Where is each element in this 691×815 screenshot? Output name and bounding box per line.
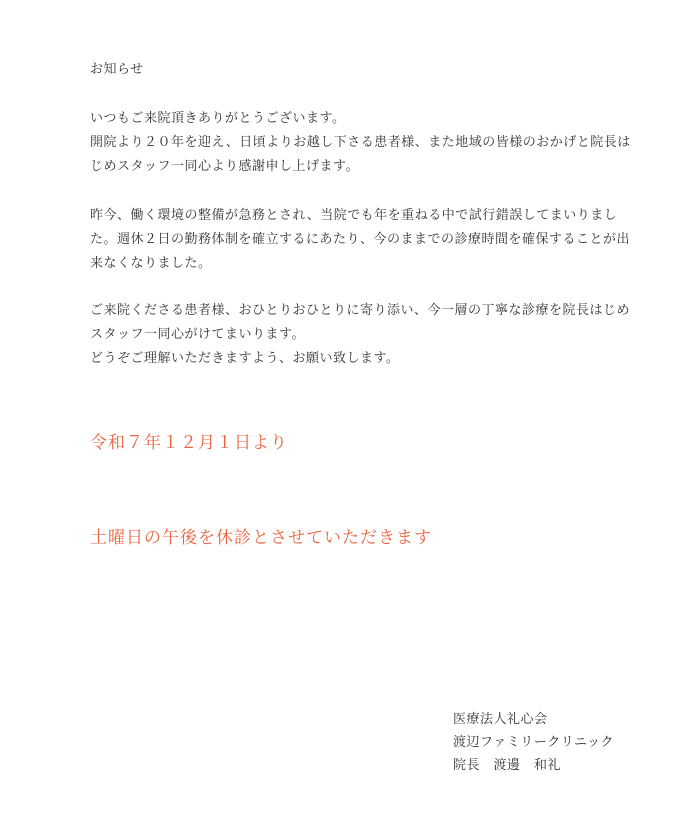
clinic-name: 渡辺ファミリークリニック	[453, 735, 614, 750]
closure-notice: 土曜日の午後を休診とさせていただきます	[90, 528, 432, 548]
closing-paragraph	[90, 299, 650, 371]
paragraph-line: 開院より２０年を迎え、日頃よりお越し下さる患者様、また地域の皆様のおかげと院長は	[90, 135, 631, 150]
paragraph-line: ご来院くださる患者様、おひとりおひとりに寄り添い、今一層の丁寧な診療を院長はじめ	[90, 303, 631, 318]
paragraph-line: スタッフ一同心がけてまいります。	[90, 327, 305, 342]
document-heading: お知らせ	[90, 62, 144, 77]
paragraph-line: た。週休２日の勤務体制を確立するにあたり、今のままでの診療時間を確保することが出	[90, 232, 631, 247]
paragraph-line: 来なくなりました。	[90, 256, 212, 271]
signature-block	[453, 708, 614, 777]
paragraph-line: いつもご来院頂きありがとうございます。	[90, 111, 346, 126]
reason-paragraph	[90, 204, 650, 276]
greeting-paragraph	[90, 107, 650, 179]
effective-date-notice: 令和７年１２月１日より	[90, 433, 288, 453]
organization-name: 医療法人礼心会	[453, 712, 548, 727]
paragraph-line: じめスタッフ一同心より感謝申し上げます。	[90, 159, 359, 174]
paragraph-line: どうぞご理解いただきますよう、お願い致します。	[90, 351, 400, 366]
paragraph-line: 昨今、働く環境の整備が急務とされ、当院でも年を重ねる中で試行錯誤してまいりまし	[90, 208, 618, 223]
director-name: 院長 渡邊 和礼	[453, 758, 562, 773]
